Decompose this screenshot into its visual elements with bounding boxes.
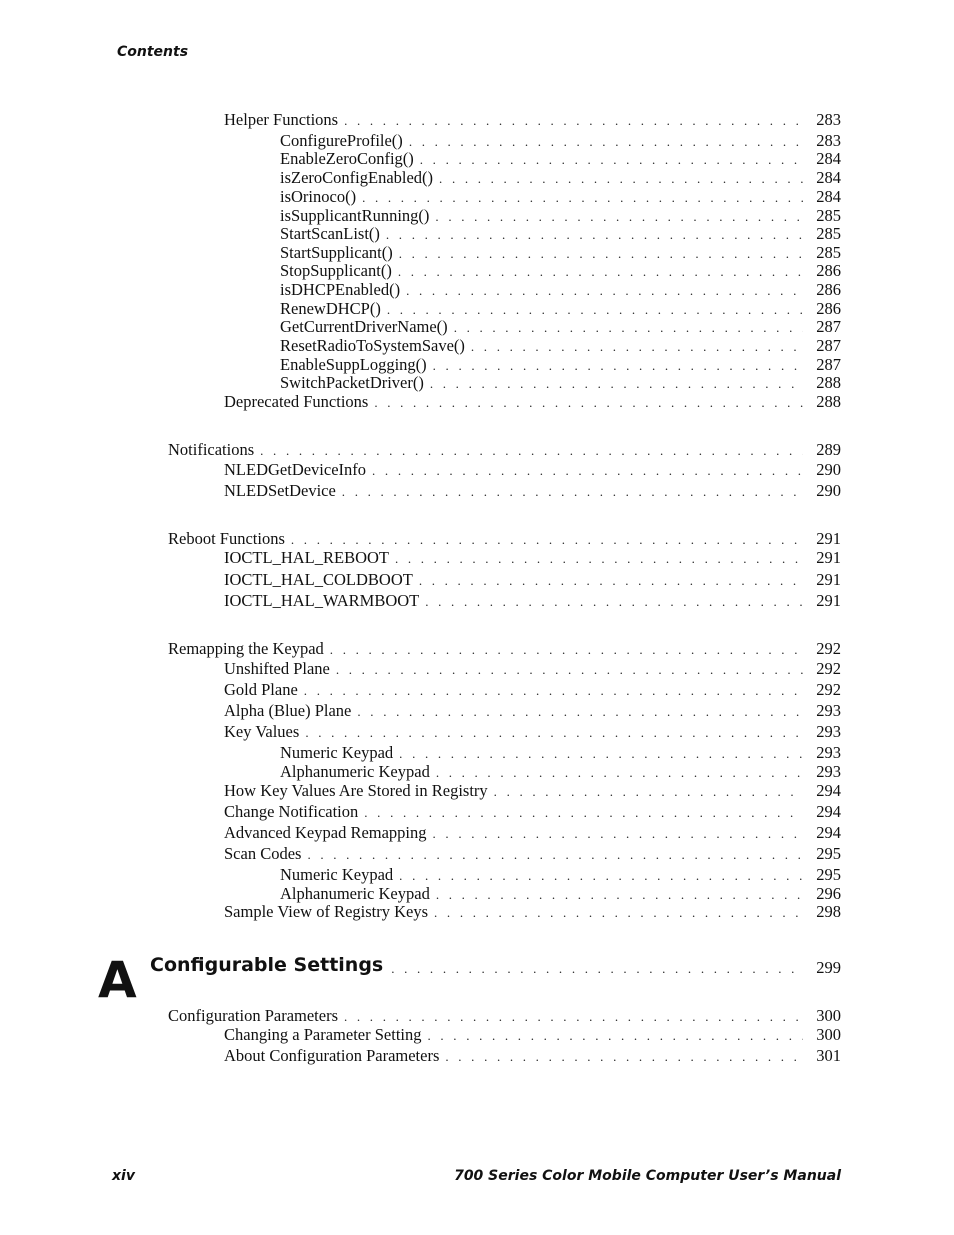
toc-entry-title: Notifications [168, 440, 255, 459]
toc-entry[interactable] [280, 243, 841, 263]
appendix-title: Configurable Settings [150, 954, 384, 976]
toc-entry-title: Helper Functions [224, 110, 339, 129]
toc-leader [305, 724, 803, 742]
appendix-letter: A [98, 951, 137, 1009]
toc-entry[interactable] [224, 591, 841, 611]
toc-entry-title: EnableSuppLogging() [280, 355, 427, 374]
toc-entry-page: 292 [816, 639, 841, 658]
toc-entry[interactable] [280, 280, 841, 300]
toc-entry-page: 285 [816, 243, 841, 262]
toc-leader [454, 319, 803, 337]
toc-leader [398, 263, 803, 281]
toc-entry[interactable] [224, 460, 841, 480]
toc-leader [433, 825, 803, 843]
toc-leader [439, 170, 803, 188]
toc-entry[interactable] [224, 844, 841, 864]
toc-entry[interactable] [280, 865, 841, 885]
toc-entry-title: GetCurrentDriverName() [280, 317, 448, 336]
toc-entry-title: Unshifted Plane [224, 659, 330, 678]
toc-leader [391, 960, 803, 978]
toc-entry-page: 291 [816, 591, 841, 610]
toc-entry[interactable] [224, 1025, 841, 1045]
toc-leader [436, 764, 803, 782]
toc-entry-page: 295 [816, 844, 841, 863]
toc-entry-title: IOCTL_HAL_COLDBOOT [224, 570, 413, 589]
toc-leader [357, 703, 803, 721]
toc-entry[interactable] [224, 902, 841, 922]
toc-entry-title: Remapping the Keypad [168, 639, 324, 658]
footer-page-number: xiv [112, 1168, 135, 1184]
footer-manual-title: 700 Series Color Mobile Computer User’s Manual [454, 1168, 841, 1184]
toc-entry-page: 283 [816, 131, 841, 150]
toc-leader [399, 867, 803, 885]
toc-entry-page: 300 [816, 1006, 841, 1025]
toc-entry[interactable] [168, 529, 841, 549]
toc-entry[interactable] [168, 639, 841, 659]
toc-leader [419, 572, 803, 590]
toc-entry-page: 285 [816, 224, 841, 243]
running-header: Contents [117, 44, 189, 60]
toc-entry-title: Alphanumeric Keypad [280, 762, 430, 781]
toc-entry[interactable] [224, 680, 841, 700]
toc-leader [307, 846, 803, 864]
toc-leader [260, 442, 803, 460]
toc-entry-title: StartScanList() [280, 224, 380, 243]
toc-leader [336, 661, 803, 679]
toc-entry-page: 291 [816, 548, 841, 567]
toc-entry-title: EnableZeroConfig() [280, 149, 414, 168]
toc-entry-page: 292 [816, 680, 841, 699]
toc-entry-page: 284 [816, 168, 841, 187]
toc-entry-page: 300 [816, 1025, 841, 1044]
toc-entry[interactable] [280, 261, 841, 281]
toc-leader [406, 282, 803, 300]
toc-entry-page: 291 [816, 570, 841, 589]
toc-entry-title: StopSupplicant() [280, 261, 392, 280]
appendix-heading[interactable] [150, 950, 841, 978]
toc-entry-page: 296 [816, 884, 841, 903]
toc-entry[interactable] [280, 206, 841, 226]
toc-entry[interactable] [280, 884, 841, 904]
toc-leader [291, 531, 803, 549]
toc-entry-page: 286 [816, 261, 841, 280]
toc-entry-page: 288 [816, 392, 841, 411]
toc-entry[interactable] [280, 336, 841, 356]
toc-entry-page: 293 [816, 722, 841, 741]
toc-entry-title: Gold Plane [224, 680, 298, 699]
toc-entry-title: Sample View of Registry Keys [224, 902, 429, 921]
toc-entry[interactable] [224, 722, 841, 742]
toc-entry-title: NLEDSetDevice [224, 481, 336, 500]
toc-entry-page: 286 [816, 280, 841, 299]
toc-entry[interactable] [224, 701, 841, 721]
toc-entry[interactable] [224, 1046, 841, 1066]
toc-entry-page: 285 [816, 206, 841, 225]
toc-entry-title: Numeric Keypad [280, 865, 394, 884]
toc-leader [344, 112, 803, 130]
toc-entry-page: 290 [816, 460, 841, 479]
toc-leader [399, 745, 803, 763]
toc-entry-title: Alpha (Blue) Plane [224, 701, 352, 720]
toc-leader [344, 1008, 803, 1026]
toc-entry-title: Advanced Keypad Remapping [224, 823, 427, 842]
toc-entry-title: isDHCPEnabled() [280, 280, 401, 299]
toc-entry-title: About Configuration Parameters [224, 1046, 440, 1065]
toc-entry-title: isOrinoco() [280, 187, 357, 206]
toc-entry[interactable] [280, 743, 841, 763]
toc-entry[interactable] [280, 762, 841, 782]
toc-leader [425, 593, 803, 611]
toc-entry-title: IOCTL_HAL_WARMBOOT [224, 591, 420, 610]
toc-entry[interactable] [224, 481, 841, 501]
toc-entry-title: RenewDHCP() [280, 299, 381, 318]
toc-leader [428, 1027, 804, 1045]
toc-entry-page: 288 [816, 373, 841, 392]
toc-leader [430, 375, 803, 393]
toc-entry-page: 287 [816, 336, 841, 355]
toc-entry[interactable] [224, 110, 841, 130]
toc-entry-page: 293 [816, 743, 841, 762]
toc-entry-title: Numeric Keypad [280, 743, 394, 762]
toc-leader [304, 682, 803, 700]
toc-entry-title: IOCTL_HAL_REBOOT [224, 548, 389, 567]
toc-leader [395, 550, 803, 568]
toc-leader [386, 226, 803, 244]
toc-entry-title: Alphanumeric Keypad [280, 884, 430, 903]
toc-entry[interactable] [280, 149, 841, 169]
toc-leader [445, 1048, 803, 1066]
toc-entry[interactable] [280, 317, 841, 337]
toc-entry-page: 287 [816, 355, 841, 374]
toc-entry-page: 301 [816, 1046, 841, 1065]
toc-entry[interactable] [168, 440, 841, 460]
toc-entry-title: Configuration Parameters [168, 1006, 338, 1025]
toc-leader [372, 462, 803, 480]
toc-entry[interactable] [280, 187, 841, 207]
toc-entry[interactable] [224, 548, 841, 568]
appendix-page: 299 [816, 958, 841, 977]
toc-leader [420, 151, 803, 169]
toc-leader [362, 189, 803, 207]
toc-entry-page: 287 [816, 317, 841, 336]
toc-entry-page: 291 [816, 529, 841, 548]
toc-entry[interactable] [224, 823, 841, 843]
toc-entry[interactable] [280, 224, 841, 244]
toc-leader [342, 483, 803, 501]
toc-entry-page: 298 [816, 902, 841, 921]
toc-entry-title: ResetRadioToSystemSave() [280, 336, 465, 355]
toc-entry[interactable] [224, 659, 841, 679]
toc-entry-title: Reboot Functions [168, 529, 285, 548]
toc-entry-page: 293 [816, 762, 841, 781]
toc-entry-page: 294 [816, 802, 841, 821]
toc-entry[interactable] [168, 1006, 841, 1026]
toc-entry[interactable] [280, 168, 841, 188]
toc-entry[interactable] [224, 781, 841, 801]
toc-entry-title: Scan Codes [224, 844, 302, 863]
toc-entry-title: Changing a Parameter Setting [224, 1025, 422, 1044]
toc-entry[interactable] [280, 355, 841, 375]
toc-entry[interactable] [280, 131, 841, 151]
toc-leader [471, 338, 803, 356]
toc-entry[interactable] [224, 570, 841, 590]
toc-entry-title: StartSupplicant() [280, 243, 393, 262]
toc-entry-title: Deprecated Functions [224, 392, 369, 411]
toc-entry-title: ConfigureProfile() [280, 131, 403, 150]
toc-entry-title: Change Notification [224, 802, 359, 821]
toc-entry-page: 294 [816, 823, 841, 842]
toc-entry-page: 295 [816, 865, 841, 884]
toc-entry-page: 284 [816, 187, 841, 206]
toc-entry-page: 294 [816, 781, 841, 800]
toc-entry-page: 286 [816, 299, 841, 318]
toc-entry-title: Key Values [224, 722, 300, 741]
toc-entry-title: isZeroConfigEnabled() [280, 168, 434, 187]
toc-leader [494, 783, 803, 801]
toc-entry-page: 290 [816, 481, 841, 500]
toc-entry[interactable] [224, 802, 841, 822]
toc-entry-page: 293 [816, 701, 841, 720]
toc-entry[interactable] [280, 373, 841, 393]
toc-entry[interactable] [280, 299, 841, 319]
toc-entry-page: 289 [816, 440, 841, 459]
toc-leader [364, 804, 803, 822]
toc-leader [434, 904, 803, 922]
toc-leader [374, 394, 803, 412]
toc-entry-page: 283 [816, 110, 841, 129]
toc-entry-title: NLEDGetDeviceInfo [224, 460, 367, 479]
toc-entry-title: isSupplicantRunning() [280, 206, 430, 225]
toc-entry-page: 284 [816, 149, 841, 168]
toc-entry[interactable] [224, 392, 841, 412]
toc-entry-title: How Key Values Are Stored in Registry [224, 781, 488, 800]
toc-leader [330, 641, 803, 659]
toc-entry-title: SwitchPacketDriver() [280, 373, 424, 392]
toc-entry-page: 292 [816, 659, 841, 678]
